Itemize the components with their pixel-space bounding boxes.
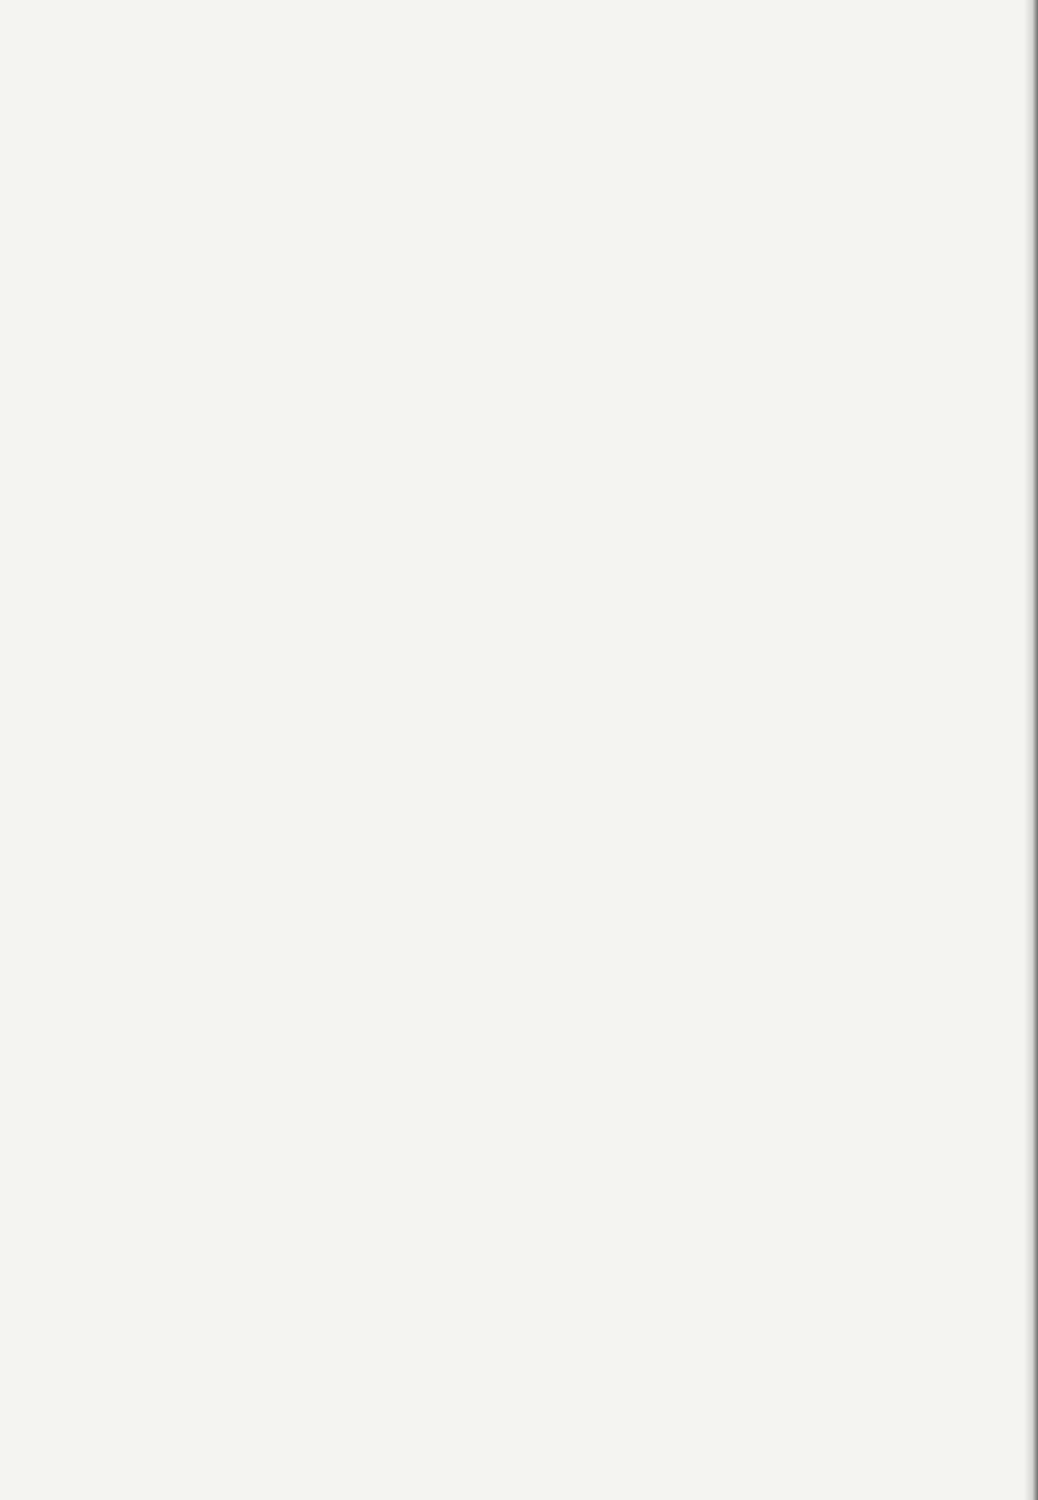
book-spine-shadow xyxy=(1024,0,1038,1500)
